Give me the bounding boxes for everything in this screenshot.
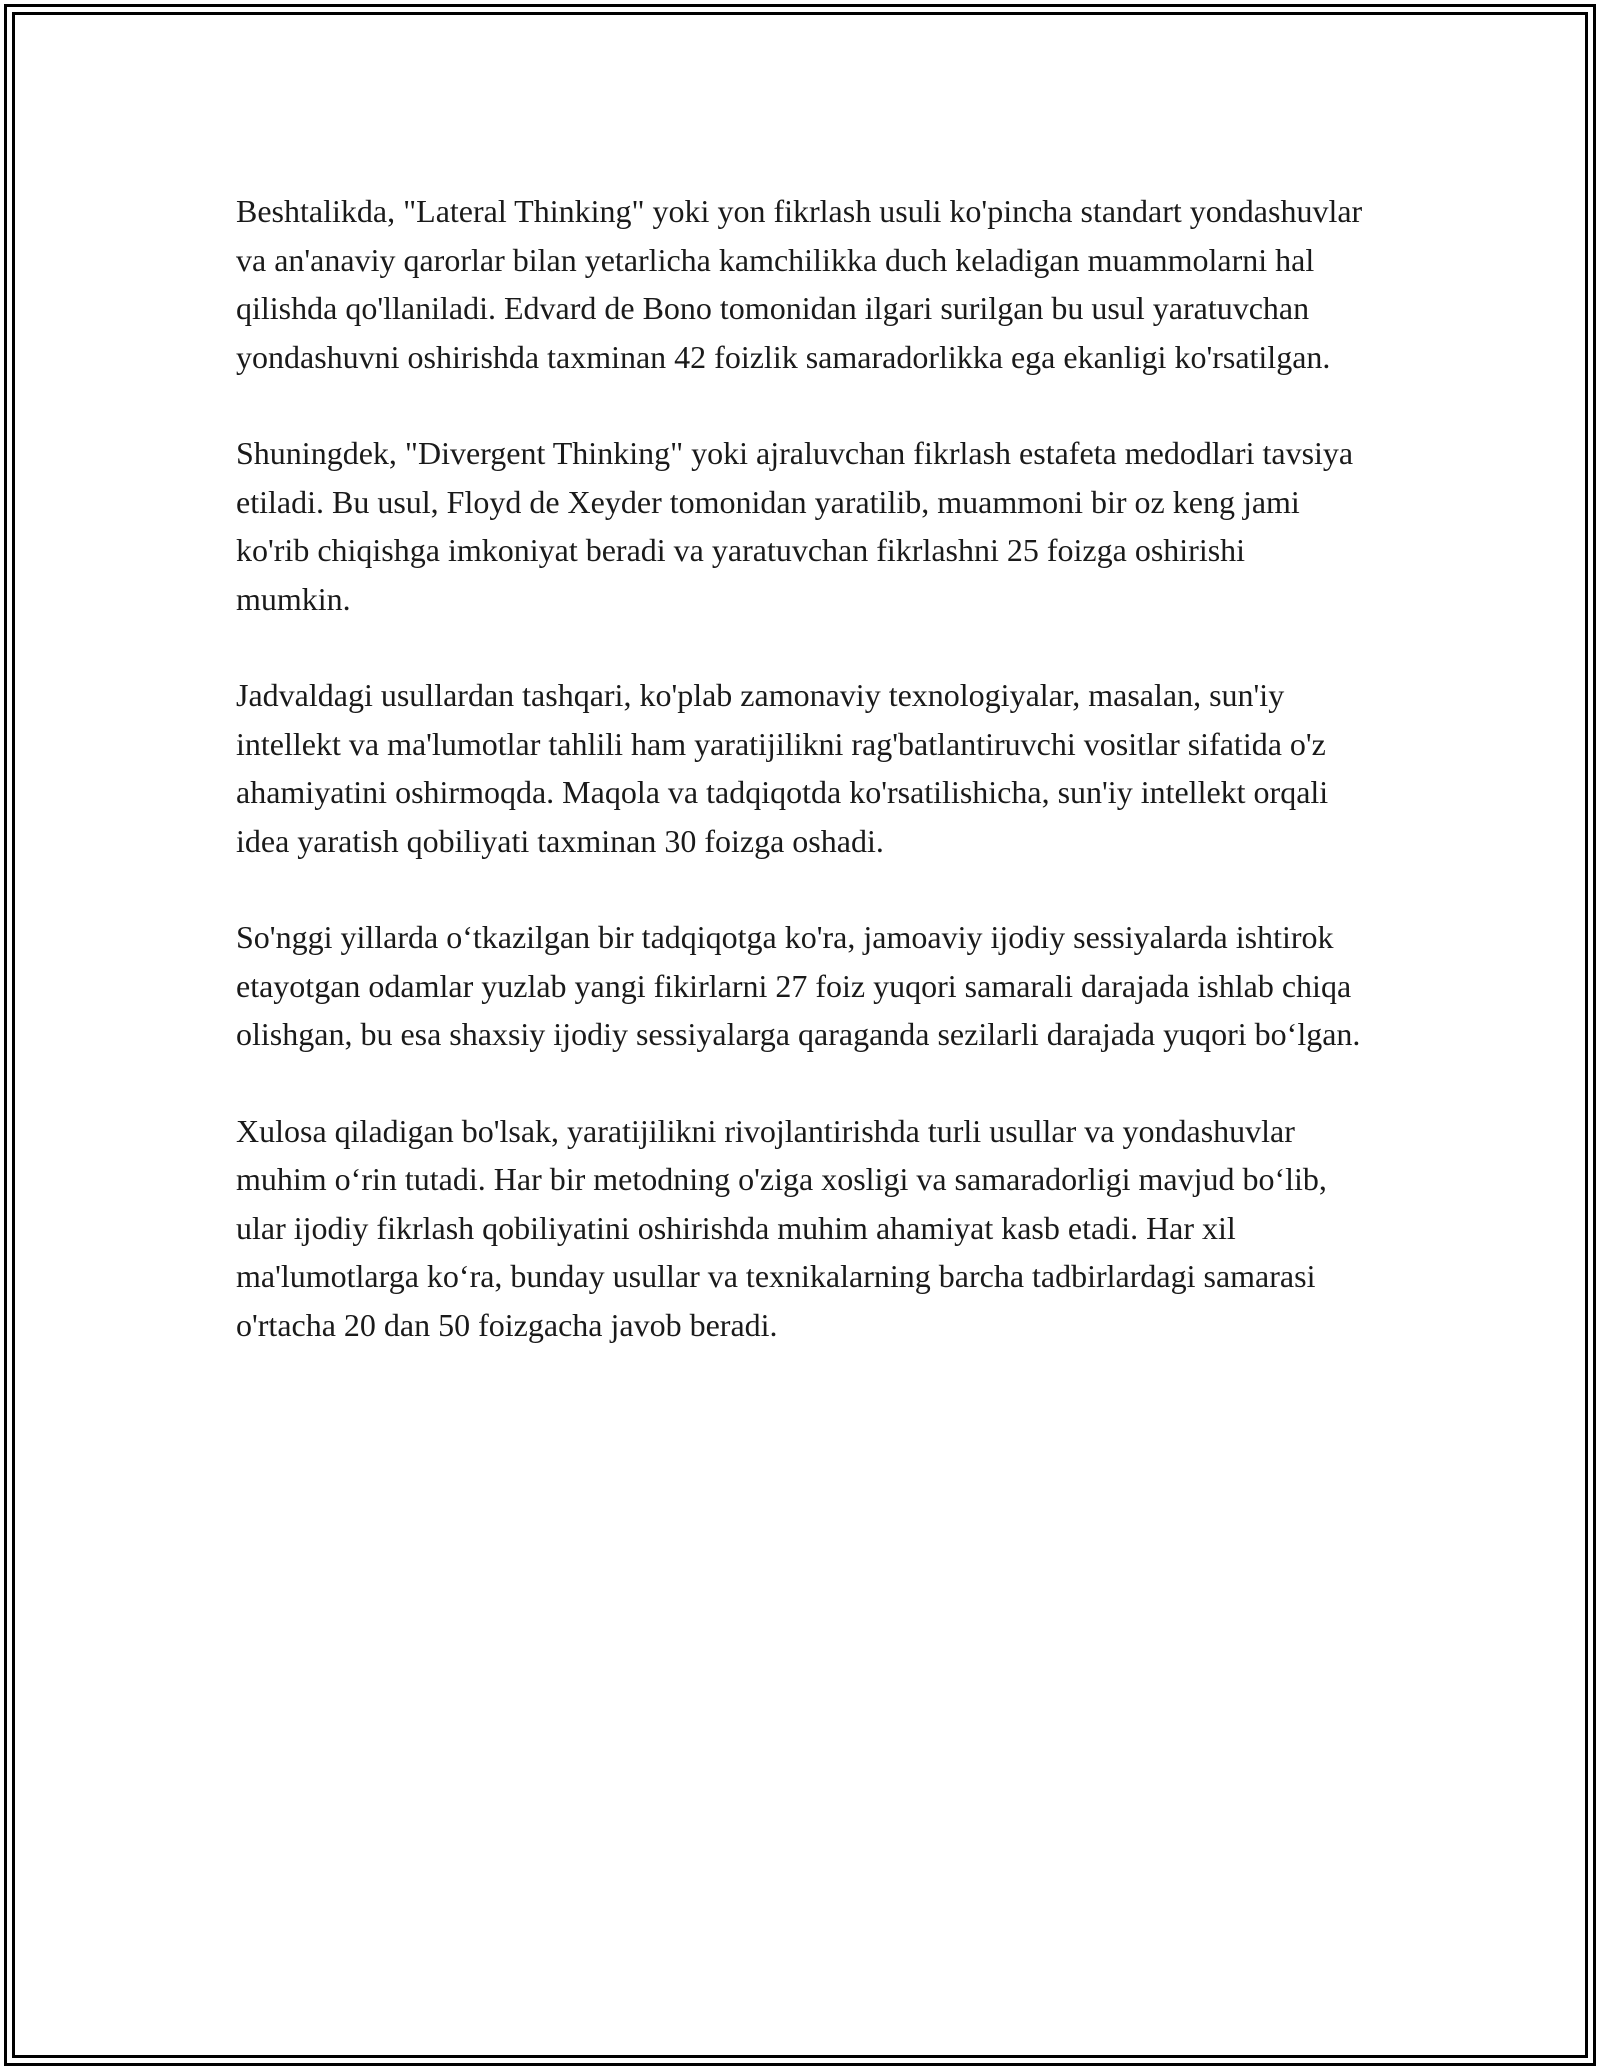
paragraph-modern-technologies: Jadvaldagi usullardan tashqari, ko'plab zamonaviy texnologiyalar, masalan, sun'iy intellekt va ma'lumotlar tahlili ham yaratijilikni rag'batlantiruvchi vositlar sifatida o'z ahamiyatini oshirmoqda. Maqola va tadqiqotda ko'rsatilishicha, sun'iy intellekt orqali idea yaratish qobiliyati taxminan 30 foizga oshadi. [236,677,1329,859]
paragraph-divergent-thinking: Shuningdek, "Divergent Thinking" yoki ajraluvchan fikrlash estafeta medodlari tavsiya etiladi. Bu usul, Floyd de Xeyder tomonidan yaratilib, muammoni bir oz keng jami ko'rib chiqishga imkoniyat beradi va yaratuvchan fikrlashni 25 foizga oshirishi mumkin. [236,435,1354,617]
paragraph-group-sessions: So'nggi yillarda o‘tkazilgan bir tadqiqotga ko'ra, jamoaviy ijodiy sessiyalarda ishtirok etayotgan odamlar yuzlab yangi fikirlarni 27 foiz yuqori samarali darajada ishlab chiqa olishgan, bu esa shaxsiy ijodiy sessiyalarga qaraganda sezilarli darajada yuqori bo‘lgan. [236,919,1361,1052]
document-body [236,187,1364,1397]
paragraph-lateral-thinking: Beshtalikda, "Lateral Thinking" yoki yon fikrlash usuli ko'pincha standart yondashuvlar va an'anaviy qarorlar bilan yetarlicha kamchilikka duch keladigan muammolarni hal qilishda qo'llaniladi. Edvard de Bono tomonidan ilgari surilgan bu usul yaratuvchan yondashuvni oshirishda taxminan 42 foizlik samaradorlikka ega ekanligi ko'rsatilgan. [236,193,1363,375]
paragraph-conclusion: Xulosa qiladigan bo'lsak, yaratijilikni rivojlantirishda turli usullar va yondashuvlar muhim o‘rin tutadi. Har bir metodning o'ziga xosligi va samaradorligi mavjud bo‘lib, ular ijodiy fikrlash qobiliyatini oshirishda muhim ahamiyat kasb etadi. Har xil ma'lumotlarga ko‘ra, bunday usullar va texnikalarning barcha tadbirlardagi samarasi o'rtacha 20 dan 50 foizgacha javob beradi. [236,1112,1327,1343]
